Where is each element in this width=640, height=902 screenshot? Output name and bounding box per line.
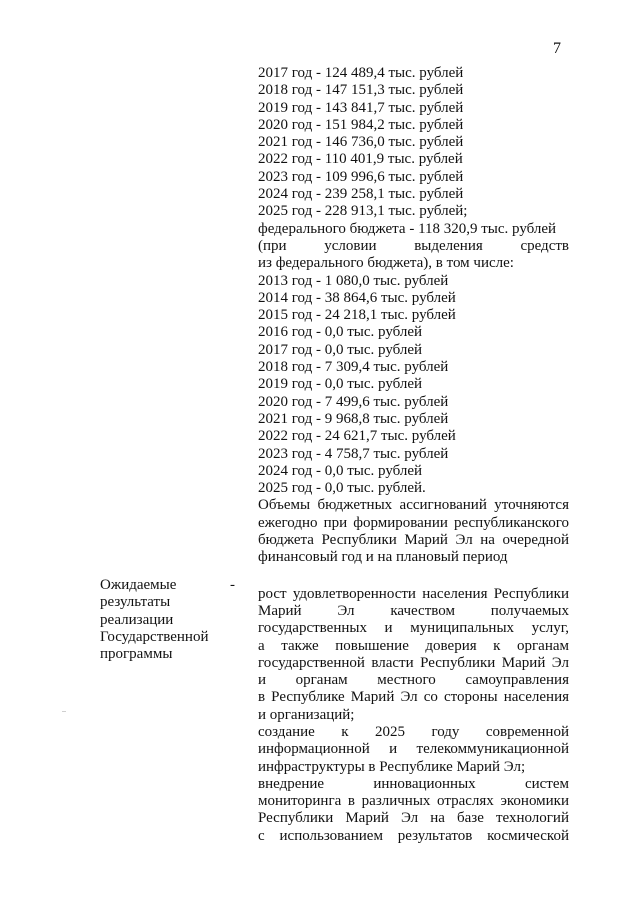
results-line: с использованием результатов космической	[258, 827, 569, 844]
results-line: государственной власти Республики Марий Эл	[258, 654, 569, 671]
federal-budget-intro	[258, 221, 569, 273]
federal-line: 2025 год - 0,0 тыс. рублей.	[258, 480, 426, 497]
federal-line: 2020 год - 7 499,6 тыс. рублей	[258, 393, 449, 410]
page-number: 7	[553, 40, 561, 57]
federal-intro-line: (при условии выделения средств	[258, 237, 569, 254]
federal-line: 2024 год - 0,0 тыс. рублей	[258, 462, 423, 479]
label-line: результаты	[100, 594, 171, 611]
federal-line: 2014 год - 38 864,6 тыс. рублей	[258, 289, 456, 306]
financing-column	[258, 65, 569, 845]
note-line: Объемы бюджетных ассигнований уточняются	[258, 497, 569, 514]
results-line: внедрение инновационных систем	[258, 775, 569, 792]
results-line: в Республике Марий Эл со стороны населения	[258, 689, 569, 706]
label-line: Государственной	[100, 628, 209, 645]
financing-line: 2022 год - 110 401,9 тыс. рублей	[258, 151, 463, 168]
federal-line: 2022 год - 24 621,7 тыс. рублей	[258, 428, 456, 445]
results-line: мониторинга в различных отраслях экономики	[258, 793, 569, 810]
federal-line: 2018 год - 7 309,4 тыс. рублей	[258, 359, 449, 376]
financing-line: 2024 год - 239 258,1 тыс. рублей	[258, 186, 464, 203]
financing-years-block	[258, 65, 569, 221]
note-line: ежегодно при формировании республиканского	[258, 514, 569, 531]
federal-line: 2015 год - 24 218,1 тыс. рублей	[258, 307, 456, 324]
federal-line: 2021 год - 9 968,8 тыс. рублей	[258, 410, 449, 427]
results-line: информационной и телекоммуникационной	[258, 741, 569, 758]
federal-line: 2019 год - 0,0 тыс. рублей	[258, 376, 423, 393]
results-line: Республики Марий Эл на базе технологий	[258, 810, 569, 827]
note-line: бюджета Республики Марий Эл на очередной	[258, 532, 569, 549]
label-line: программы	[100, 646, 173, 663]
label-line: Ожидаемые	[100, 577, 177, 593]
results-line: рост удовлетворенности населения Республики	[258, 585, 569, 602]
results-line: создание к 2025 году современной	[258, 723, 569, 740]
results-line: инфраструктуры в Республике Марий Эл;	[258, 758, 526, 775]
scan-mark	[62, 711, 66, 712]
results-line: государственных и муниципальных услуг,	[258, 620, 569, 637]
financing-line: 2019 год - 143 841,7 тыс. рублей	[258, 99, 464, 116]
financing-line: 2021 год - 146 736,0 тыс. рублей	[258, 134, 464, 151]
federal-line: 2023 год - 4 758,7 тыс. рублей	[258, 445, 449, 462]
results-line: и организаций;	[258, 706, 355, 723]
financing-line: 2018 год - 147 151,3 тыс. рублей	[258, 82, 464, 99]
federal-line: 2017 год - 0,0 тыс. рублей	[258, 341, 423, 358]
financing-line: 2023 год - 109 996,6 тыс. рублей	[258, 168, 464, 185]
financing-line: 2025 год - 228 913,1 тыс. рублей;	[258, 203, 468, 220]
expected-results-text	[258, 586, 569, 845]
federal-years-block	[258, 273, 569, 498]
results-line: а также повышение доверия к органам	[258, 637, 569, 654]
note-line: финансовый год и на плановый период	[258, 549, 508, 566]
financing-line: 2020 год - 151 984,2 тыс. рублей	[258, 116, 464, 133]
expected-results-label	[100, 577, 240, 663]
section-gap	[258, 567, 569, 586]
results-line: Марий Эл качеством получаемых	[258, 602, 569, 619]
label-line: реализации	[100, 611, 174, 628]
federal-intro-line: из федерального бюджета), в том числе:	[258, 255, 514, 272]
separator-dash: -	[230, 577, 235, 593]
federal-intro-line: федерального бюджета - 118 320,9 тыс. рублей	[258, 220, 557, 237]
federal-line: 2016 год - 0,0 тыс. рублей	[258, 324, 423, 341]
federal-line: 2013 год - 1 080,0 тыс. рублей	[258, 272, 449, 289]
results-line: и органам местного самоуправления	[258, 672, 569, 689]
financing-line: 2017 год - 124 489,4 тыс. рублей	[258, 65, 464, 81]
budget-note	[258, 497, 569, 566]
